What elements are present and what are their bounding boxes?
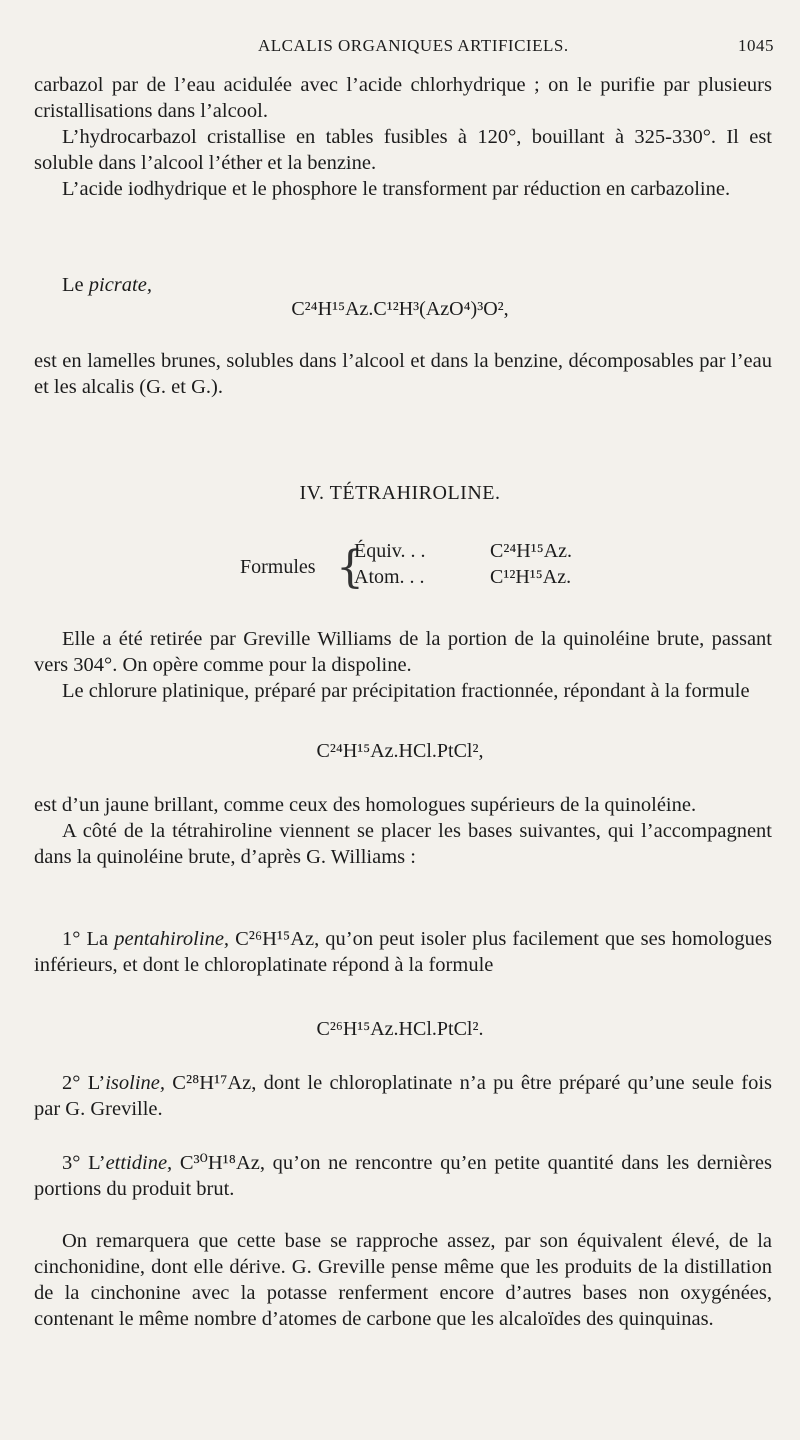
paragraph-iodhydrique: L’acide iodhydrique et le phosphore le transforment par réduction en carbazoline. (62, 178, 731, 200)
formula-chloroplatinate: C²⁴H¹⁵Az.HCl.PtCl², (316, 740, 484, 762)
isoline-lead: 2° L’ (62, 1072, 106, 1094)
section-title: IV. TÉTRAHIROLINE. (299, 482, 501, 504)
pentahiroline-rest: C²⁶H¹⁵Az, qu’on peut isoler plus facilement que ses homologues inférieurs, et dont le chloroplatinate répond à la formule (34, 928, 772, 976)
formulas-block (240, 540, 580, 596)
picrate-term: picrate, (88, 274, 152, 296)
ettidine-rest: C³⁰H¹⁸Az, qu’on ne rencontre qu’en petite quantité dans les dernières portions du produit brut. (34, 1152, 773, 1200)
pentahiroline-lead: 1° La (62, 928, 109, 950)
running-title: ALCALIS ORGANIQUES ARTIFICIELS. (258, 36, 569, 55)
formulas-label: Formules (240, 556, 316, 578)
formula-equiv-value: C²⁴H¹⁵Az. (490, 540, 573, 562)
formula-atom-label: Atom. . . (354, 566, 425, 588)
paragraph-group-2 (34, 626, 772, 704)
picrate-lead: Le (62, 274, 84, 296)
paragraph-carbazol-purification: carbazol par de l’eau acidulée avec l’acide chlorhydrique ; on le purifie par plusieurs cristallisations dans l’alcool. (34, 74, 772, 122)
paragraph-group-3 (34, 792, 772, 870)
paragraph-group-1 (34, 72, 772, 202)
paragraph-chlorure-platinique: Le chlorure platinique, préparé par précipitation fractionnée, répondant à la formule (62, 680, 750, 702)
isoline-rest: C²⁸H¹⁷Az, dont le chloroplatinate n’a pu être préparé qu’une seule fois par G. Greville. (34, 1072, 772, 1120)
paragraph-ettidine (34, 1150, 772, 1202)
formula-picrate: C²⁴H¹⁵Az.C¹²H³(AzO⁴)³O², (291, 298, 509, 320)
page-number: 1045 (738, 36, 774, 55)
ettidine-term: ettidine, (105, 1152, 173, 1174)
paragraph-cinchonidine: On remarquera que cette base se rapproche assez, par son équivalent élevé, de la cinchonidine, dont elle dérive. G. Greville pense même que les produits de la distillation de la cinchonine avec la potasse renferment encore d’autres bases non oxygénées, contenant le même nombre d’atomes de carbone que les alcaloïdes des quinquinas. (34, 1230, 772, 1330)
paragraph-bases-suivantes: A côté de la tétrahiroline viennent se placer les bases suivantes, qui l’accompagnent dans la quinoléine brute, d’après G. Williams : (34, 820, 772, 868)
isoline-term: isoline, (105, 1072, 165, 1094)
paragraph-greville-williams: Elle a été retirée par Greville Williams de la portion de la quinoléine brute, passant vers 304°. On opère comme pour la dispoline. (34, 628, 772, 676)
formula-equiv-row (354, 540, 573, 563)
paragraph-isoline (34, 1070, 772, 1122)
brace-icon: { (336, 542, 364, 593)
pentahiroline-term: pentahiroline, (114, 928, 230, 950)
paragraph-jaune-brillant: est d’un jaune brillant, comme ceux des homologues supérieurs de la quinoléine. (34, 794, 697, 816)
formula-pentahiroline: C²⁶H¹⁵Az.HCl.PtCl². (316, 1018, 484, 1040)
ettidine-lead: 3° L’ (62, 1152, 106, 1174)
formula-atom-row (354, 566, 572, 589)
page-header (34, 36, 774, 60)
paragraph-picrate-description: est en lamelles brunes, solubles dans l’alcool et dans la benzine, décomposables par l’eau et les alcalis (G. et G.). (34, 350, 772, 398)
paragraph-picrate-intro (34, 272, 772, 298)
paragraph-hydrocarbazol: L’hydrocarbazol cristallise en tables fusibles à 120°, bouillant à 325-330°. Il est soluble dans l’alcool l’éther et la benzine. (34, 126, 772, 174)
formula-atom-value: C¹²H¹⁵Az. (490, 566, 572, 588)
formula-equiv-label: Équiv. . . (354, 540, 426, 562)
paragraph-pentahiroline (34, 926, 772, 978)
